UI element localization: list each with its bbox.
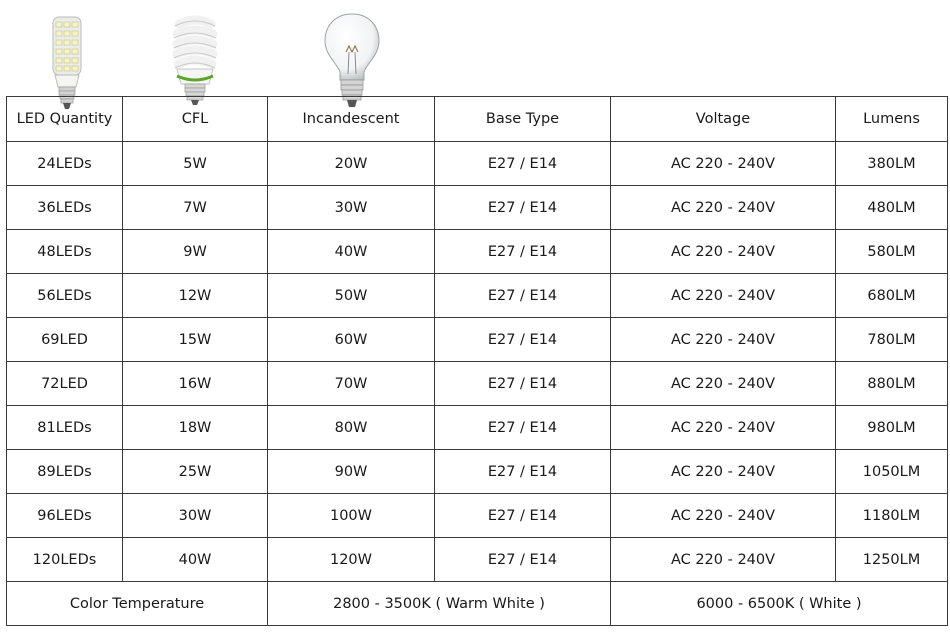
table-row <box>7 318 948 362</box>
lumens-cell: 580LM <box>836 230 948 274</box>
incandescent-cell: 100W <box>268 494 435 538</box>
base-type-cell: E27 / E14 <box>435 230 611 274</box>
base-type-cell: E27 / E14 <box>435 274 611 318</box>
warm-white-range: 2800 - 3500K ( Warm White ) <box>268 582 611 626</box>
incandescent-cell: 20W <box>268 142 435 186</box>
voltage-cell: AC 220 - 240V <box>611 274 836 318</box>
base-type-cell: E27 / E14 <box>435 494 611 538</box>
incandescent-cell: 60W <box>268 318 435 362</box>
incandescent-cell: 70W <box>268 362 435 406</box>
lumens-cell: 780LM <box>836 318 948 362</box>
lumens-cell: 680LM <box>836 274 948 318</box>
lumens-cell: 1250LM <box>836 538 948 582</box>
table-row <box>7 494 948 538</box>
spec-table <box>6 96 948 626</box>
table-row <box>7 230 948 274</box>
table-row <box>7 274 948 318</box>
cfl-cell: 9W <box>123 230 268 274</box>
incandescent-cell: 90W <box>268 450 435 494</box>
cfl-cell: 30W <box>123 494 268 538</box>
voltage-cell: AC 220 - 240V <box>611 494 836 538</box>
voltage-cell: AC 220 - 240V <box>611 142 836 186</box>
header-cfl: CFL <box>123 97 268 142</box>
lumens-cell: 1050LM <box>836 450 948 494</box>
header-led-quantity: LED Quantity <box>7 97 123 142</box>
led-quantity-cell: 96LEDs <box>7 494 123 538</box>
cfl-cell: 12W <box>123 274 268 318</box>
cfl-cell: 7W <box>123 186 268 230</box>
led-quantity-cell: 120LEDs <box>7 538 123 582</box>
lumens-cell: 880LM <box>836 362 948 406</box>
base-type-cell: E27 / E14 <box>435 318 611 362</box>
lumens-cell: 1180LM <box>836 494 948 538</box>
cfl-cell: 40W <box>123 538 268 582</box>
led-quantity-cell: 56LEDs <box>7 274 123 318</box>
table-row <box>7 538 948 582</box>
lumens-cell: 980LM <box>836 406 948 450</box>
header-voltage: Voltage <box>611 97 836 142</box>
led-quantity-cell: 36LEDs <box>7 186 123 230</box>
led-quantity-cell: 24LEDs <box>7 142 123 186</box>
cfl-cell: 25W <box>123 450 268 494</box>
table-row <box>7 142 948 186</box>
led-quantity-cell: 89LEDs <box>7 450 123 494</box>
base-type-cell: E27 / E14 <box>435 362 611 406</box>
voltage-cell: AC 220 - 240V <box>611 186 836 230</box>
base-type-cell: E27 / E14 <box>435 186 611 230</box>
base-type-cell: E27 / E14 <box>435 538 611 582</box>
color-temperature-row <box>7 582 948 626</box>
base-type-cell: E27 / E14 <box>435 450 611 494</box>
table-row <box>7 450 948 494</box>
incandescent-cell: 50W <box>268 274 435 318</box>
base-type-cell: E27 / E14 <box>435 142 611 186</box>
voltage-cell: AC 220 - 240V <box>611 538 836 582</box>
color-temperature-label: Color Temperature <box>7 582 268 626</box>
voltage-cell: AC 220 - 240V <box>611 230 836 274</box>
incandescent-cell: 80W <box>268 406 435 450</box>
cfl-cell: 15W <box>123 318 268 362</box>
cfl-cell: 18W <box>123 406 268 450</box>
voltage-cell: AC 220 - 240V <box>611 362 836 406</box>
voltage-cell: AC 220 - 240V <box>611 450 836 494</box>
header-incandescent: Incandescent <box>268 97 435 142</box>
led-quantity-cell: 69LED <box>7 318 123 362</box>
cfl-cell: 5W <box>123 142 268 186</box>
white-range: 6000 - 6500K ( White ) <box>611 582 948 626</box>
cfl-spiral-bulb-icon <box>169 14 221 106</box>
header-lumens: Lumens <box>836 97 948 142</box>
cfl-cell: 16W <box>123 362 268 406</box>
table-row <box>7 362 948 406</box>
header-base-type: Base Type <box>435 97 611 142</box>
incandescent-cell: 40W <box>268 230 435 274</box>
led-quantity-cell: 48LEDs <box>7 230 123 274</box>
table-row <box>7 406 948 450</box>
incandescent-cell: 120W <box>268 538 435 582</box>
led-quantity-cell: 72LED <box>7 362 123 406</box>
led-quantity-cell: 81LEDs <box>7 406 123 450</box>
voltage-cell: AC 220 - 240V <box>611 406 836 450</box>
incandescent-cell: 30W <box>268 186 435 230</box>
lumens-cell: 380LM <box>836 142 948 186</box>
header-row <box>7 97 948 142</box>
lumens-cell: 480LM <box>836 186 948 230</box>
voltage-cell: AC 220 - 240V <box>611 318 836 362</box>
table-row <box>7 186 948 230</box>
base-type-cell: E27 / E14 <box>435 406 611 450</box>
